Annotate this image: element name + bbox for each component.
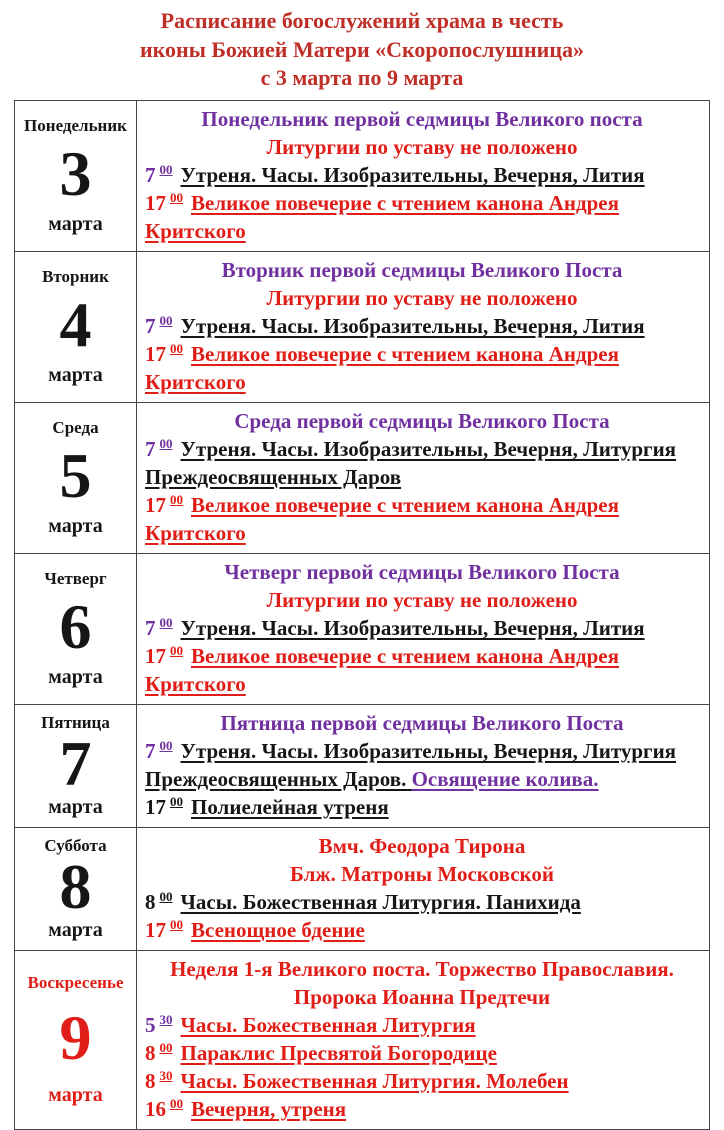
service-line xyxy=(145,340,699,396)
service-time-minutes: 00 xyxy=(170,340,183,356)
service-line xyxy=(145,1011,699,1039)
service-text: Литургии по уставу не положено xyxy=(266,285,578,310)
feast-line xyxy=(145,256,699,284)
day-number: 8 xyxy=(59,850,92,922)
service-text: Вечерня, утреня xyxy=(191,1096,347,1121)
service-text: Утреня. Часы. Изобразительны, Вечерня, Литургия Преждеосвященных Даров. xyxy=(145,738,677,791)
service-time-minutes: 30 xyxy=(159,1067,173,1083)
service-line xyxy=(145,916,699,944)
feast-line xyxy=(145,586,699,614)
day-cell xyxy=(15,554,137,704)
service-time: 17 $^{00}$ xyxy=(145,491,183,517)
day-month: марта xyxy=(48,212,103,235)
service-time-minutes: 00 xyxy=(159,614,173,630)
service-time: 7 $^{00}$ xyxy=(145,435,173,461)
service-time: 17 $^{00}$ xyxy=(145,340,183,366)
feast-line xyxy=(145,133,699,161)
day-month: марта xyxy=(48,514,103,537)
service-line xyxy=(145,614,699,642)
service-line xyxy=(145,435,699,491)
schedule-row xyxy=(15,950,709,1129)
schedule-table xyxy=(14,100,710,1130)
service-time: 17 $^{00}$ xyxy=(145,793,183,819)
service-time-minutes: 00 xyxy=(159,435,173,451)
service-time-minutes: 00 xyxy=(159,312,173,328)
feast-line xyxy=(145,105,699,133)
service-text: Великое повечерие с чтением канона Андрея Критского xyxy=(145,643,619,696)
service-text: Неделя 1-я Великого поста. Торжество Православия. Пророка Иоанна Предтечи xyxy=(170,956,674,1009)
day-number: 4 xyxy=(59,288,92,360)
service-time: 16 $^{00}$ xyxy=(145,1095,183,1121)
title-line: Расписание богослужений храма в честь xyxy=(160,8,564,33)
schedule-row xyxy=(15,827,709,950)
feast-line xyxy=(145,709,699,737)
service-line xyxy=(145,312,699,340)
service-text: Пятница первой седмицы Великого Поста xyxy=(220,710,624,735)
service-time-minutes: 00 xyxy=(170,1095,183,1111)
day-month: марта xyxy=(48,363,103,386)
service-time-minutes: 00 xyxy=(159,161,173,177)
day-name: Среда xyxy=(52,417,99,437)
service-time: 7 $^{00}$ xyxy=(145,312,173,338)
service-time: 7 $^{00}$ xyxy=(145,161,173,187)
day-number: 5 xyxy=(59,439,92,511)
service-text: Утреня. Часы. Изобразительны, Вечерня, Лития xyxy=(180,615,645,640)
service-text: Великое повечерие с чтением канона Андрея Критского xyxy=(145,190,619,243)
day-cell xyxy=(15,101,137,251)
service-text: Среда первой седмицы Великого Поста xyxy=(234,408,610,433)
service-text: Литургии по уставу не положено xyxy=(266,587,578,612)
service-text: Часы. Божественная Литургия. Молебен xyxy=(180,1068,569,1093)
service-text: Утреня. Часы. Изобразительны, Вечерня, Литургия Преждеосвященных Даров xyxy=(145,436,677,489)
service-time-minutes: 00 xyxy=(170,916,183,932)
day-name: Суббота xyxy=(44,835,107,855)
service-text: Великое повечерие с чтением канона Андрея Критского xyxy=(145,492,619,545)
service-time: 8 $^{00}$ xyxy=(145,888,173,914)
services-cell xyxy=(137,554,709,704)
service-time: 5 $^{30}$ xyxy=(145,1011,173,1037)
service-time-minutes: 00 xyxy=(170,189,183,205)
service-text: Великое повечерие с чтением канона Андрея Критского xyxy=(145,341,619,394)
service-text: Литургии по уставу не положено xyxy=(266,134,578,159)
service-time-minutes: 30 xyxy=(159,1011,173,1027)
service-time: 7 $^{00}$ xyxy=(145,614,173,640)
service-time-minutes: 00 xyxy=(159,888,173,904)
schedule-row xyxy=(15,704,709,827)
service-line xyxy=(145,161,699,189)
service-line xyxy=(145,1039,699,1067)
day-cell xyxy=(15,705,137,827)
services-cell xyxy=(137,101,709,251)
day-number: 9 xyxy=(59,1001,92,1073)
service-line xyxy=(145,189,699,245)
service-time: 7 $^{00}$ xyxy=(145,737,173,763)
day-number: 7 xyxy=(59,727,92,799)
service-text: Параклис Пресвятой Богородице xyxy=(180,1040,497,1065)
service-time: 17 $^{00}$ xyxy=(145,916,183,942)
service-time-minutes: 00 xyxy=(170,793,183,809)
service-text: Понедельник первой седмицы Великого поста xyxy=(201,106,643,131)
service-text: Четверг первой седмицы Великого Поста xyxy=(224,559,620,584)
service-time-minutes: 00 xyxy=(170,642,183,658)
day-name: Пятница xyxy=(41,712,110,732)
service-time-minutes: 00 xyxy=(159,737,173,753)
service-time-minutes: 00 xyxy=(159,1039,173,1055)
feast-line xyxy=(145,955,699,1011)
service-text: Утреня. Часы. Изобразительны, Вечерня, Лития xyxy=(180,313,645,338)
service-time: 8 $^{00}$ xyxy=(145,1039,173,1065)
day-month: марта xyxy=(48,918,103,941)
title-line: иконы Божией Матери «Скоропослушница» xyxy=(139,36,585,62)
page-title xyxy=(14,7,710,93)
service-time: 17 $^{00}$ xyxy=(145,189,183,215)
services-cell xyxy=(137,252,709,402)
service-text: Всенощное бдение xyxy=(191,917,365,942)
services-cell xyxy=(137,951,709,1129)
service-line xyxy=(145,737,699,793)
schedule-row xyxy=(15,402,709,553)
service-line xyxy=(145,1067,699,1095)
title-line: с 3 марта по 9 марта xyxy=(260,65,464,91)
service-line xyxy=(145,1095,699,1123)
service-text: Освящение колива. xyxy=(411,766,599,791)
services-cell xyxy=(137,403,709,553)
service-line xyxy=(145,642,699,698)
schedule-row xyxy=(15,101,709,251)
day-cell xyxy=(15,828,137,950)
day-month: марта xyxy=(48,1083,103,1106)
schedule-row xyxy=(15,553,709,704)
day-name: Понедельник xyxy=(24,115,127,135)
day-cell xyxy=(15,252,137,402)
feast-line xyxy=(145,860,699,888)
service-time: 8 $^{30}$ xyxy=(145,1067,173,1093)
service-text: Блж. Матроны Московской xyxy=(290,861,554,886)
services-cell xyxy=(137,705,709,827)
services-cell xyxy=(137,828,709,950)
day-name: Воскресенье xyxy=(27,972,124,992)
service-text: Часы. Божественная Литургия xyxy=(180,1012,476,1037)
service-time: 17 $^{00}$ xyxy=(145,642,183,668)
day-name: Вторник xyxy=(42,266,109,286)
day-month: марта xyxy=(48,795,103,818)
service-text: Полиелейная утреня xyxy=(191,794,389,819)
service-line xyxy=(145,888,699,916)
feast-line xyxy=(145,284,699,312)
day-name: Четверг xyxy=(44,568,107,588)
day-cell xyxy=(15,403,137,553)
service-text: Вторник первой седмицы Великого Поста xyxy=(221,257,623,282)
schedule-row xyxy=(15,251,709,402)
service-text: Вмч. Феодора Тирона xyxy=(318,833,526,858)
day-cell xyxy=(15,951,137,1129)
service-line xyxy=(145,793,699,821)
feast-line xyxy=(145,832,699,860)
service-line xyxy=(145,491,699,547)
feast-line xyxy=(145,558,699,586)
service-text: Утреня. Часы. Изобразительны, Вечерня, Лития xyxy=(180,162,645,187)
day-month: марта xyxy=(48,665,103,688)
day-number: 3 xyxy=(59,137,92,209)
feast-line xyxy=(145,407,699,435)
day-number: 6 xyxy=(59,590,92,662)
service-time-minutes: 00 xyxy=(170,491,183,507)
service-text: Часы. Божественная Литургия. Панихида xyxy=(180,889,581,914)
